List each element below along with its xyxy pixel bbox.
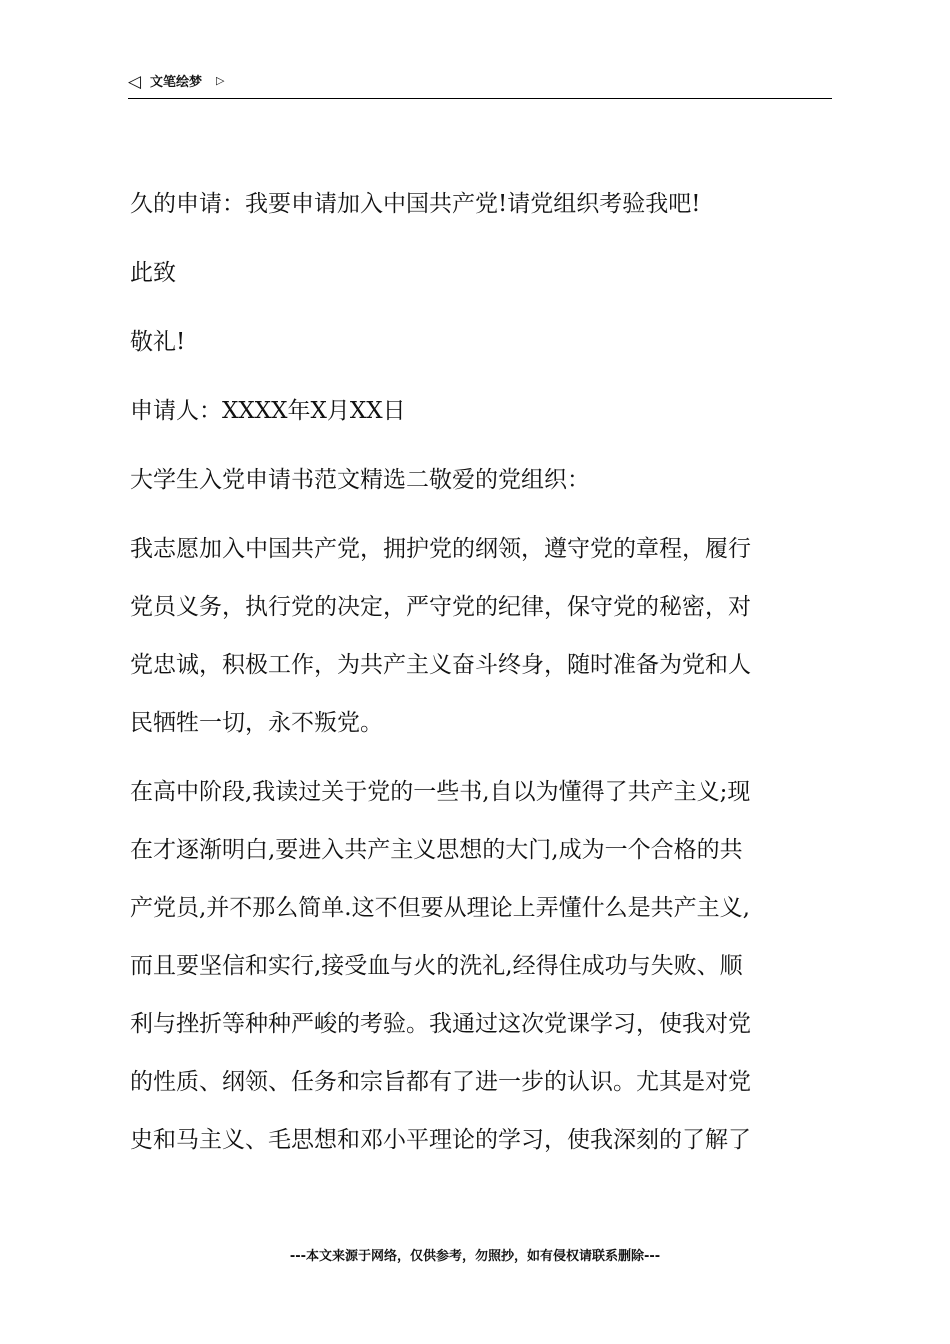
text-line: 民牺牲一切，永不叛党。 <box>130 710 383 736</box>
triangle-right-icon: ▷ <box>216 74 225 87</box>
text-line: 党员义务，执行党的决定，严守党的纪律，保守党的秘密，对 <box>130 594 751 620</box>
text-line: 在才逐渐明白,要进入共产主义思想的大门,成为一个合格的共 <box>130 837 743 863</box>
text-line: 大学生入党申请书范文精选二敬爱的党组织： <box>130 467 590 493</box>
page-header <box>128 72 832 99</box>
header-title: 文笔绘梦 <box>150 75 203 90</box>
text-line: 利与挫折等种种严峻的考验。我通过这次党课学习，使我对党 <box>130 1011 751 1037</box>
text-line: 敬礼! <box>130 329 186 355</box>
text-line: 史和马主义、毛思想和邓小平理论的学习，使我深刻的了解了 <box>130 1127 751 1153</box>
triangle-left-icon: ◁ <box>128 72 142 92</box>
footer-disclaimer: ---本文来源于网络，仅供参考，勿照抄，如有侵权请联系删除--- <box>289 1249 661 1264</box>
text-line: 申请人：XXXX年X月XX日 <box>130 398 406 424</box>
text-line: 的性质、纲领、任务和宗旨都有了进一步的认识。尤其是对党 <box>130 1069 751 1095</box>
text-line: 而且要坚信和实行,接受血与火的洗礼,经得住成功与失败、顺 <box>130 953 743 979</box>
text-line: 此致 <box>130 260 176 286</box>
text-line: 久的申请：我要申请加入中国共产党!请党组织考验我吧! <box>130 191 701 217</box>
text-line: 党忠诚，积极工作，为共产主义奋斗终身，随时准备为党和人 <box>130 652 751 678</box>
text-line: 我志愿加入中国共产党，拥护党的纲领，遵守党的章程，履行 <box>130 536 751 562</box>
text-line: 在高中阶段,我读过关于党的一些书,自以为懂得了共产主义;现 <box>130 779 751 805</box>
document-body <box>130 190 832 1155</box>
text-line: 产党员,并不那么简单.这不但要从理论上弄懂什么是共产主义, <box>130 895 750 921</box>
